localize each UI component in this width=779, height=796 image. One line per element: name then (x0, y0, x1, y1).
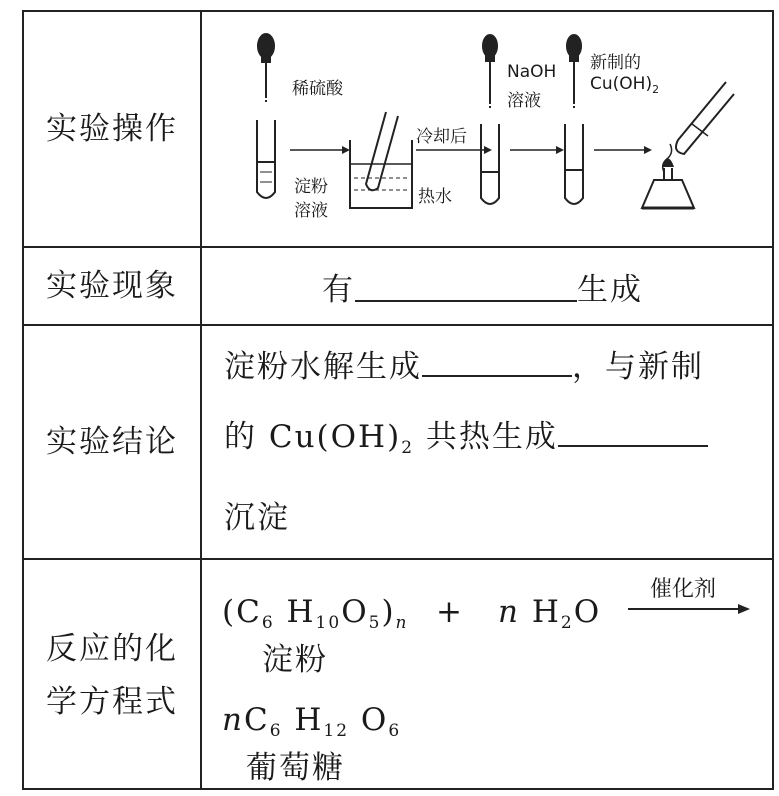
phenomenon-suffix: 生成 (577, 271, 643, 308)
experiment-table (22, 10, 774, 790)
label-phenomenon: 实验现象 (46, 267, 178, 304)
diagram-label-fresh: 新制的 (590, 53, 641, 73)
equation-cell (202, 560, 772, 792)
diagram-label-hot-water: 热水 (418, 187, 452, 207)
reactant-starch-name: 淀粉 (262, 642, 328, 678)
test-tube-icon (565, 124, 583, 204)
dropper-icon (258, 34, 274, 104)
label-operation: 实验操作 (46, 110, 178, 147)
conclusion-line-3: 沉淀 (224, 500, 290, 536)
reaction-arrow-icon (626, 602, 752, 616)
label-equation: 反应的化 学方程式 (46, 631, 178, 720)
answer-blank[interactable] (355, 270, 577, 302)
answer-blank[interactable] (558, 415, 708, 447)
reactant-water-formula: n $H_2O$ (498, 594, 602, 633)
diagram-label-cuoh2: $Cu(OH)_2$ (590, 74, 660, 96)
beaker-icon (350, 112, 412, 208)
catalyst-label: 催化剂 (650, 577, 717, 602)
diagram-label-starch: 淀粉 (294, 177, 328, 197)
label-conclusion: 实验结论 (46, 423, 178, 460)
product-glucose-name: 葡萄糖 (246, 750, 345, 786)
product-glucose-formula: $nC_6$ $H_{12}$ $O_6$ (222, 702, 402, 741)
plus-sign: + (436, 594, 464, 630)
dropper-icon (483, 35, 497, 110)
phenomenon-prefix: 有 (322, 271, 355, 308)
answer-blank[interactable] (422, 345, 572, 377)
experiment-diagram (202, 12, 772, 246)
test-tube-icon (481, 124, 499, 204)
diagram-label-cooling: 冷却后 (416, 127, 467, 147)
operation-diagram-cell (202, 12, 772, 246)
reactant-starch-formula: ($C_6$ $H_{10}O_5)_n$ (222, 594, 409, 633)
diagram-label-acid: 稀硫酸 (292, 79, 343, 99)
conclusion-line-2: 的 $Cu(OH)_2$ 共热生成 (224, 402, 772, 483)
diagram-label-naoh: NaOH (507, 62, 557, 82)
diagram-label-starch-solution: 溶液 (294, 201, 328, 221)
test-tube-icon (257, 120, 275, 198)
conclusion-line-1: 淀粉水解生成 ，与新制 (224, 332, 772, 402)
diagram-label-naoh-solution: 溶液 (507, 91, 541, 111)
phenomenon-cell (202, 248, 772, 324)
conclusion-cell (202, 326, 772, 564)
dropper-icon (567, 35, 581, 110)
alcohol-lamp-icon (642, 82, 734, 208)
